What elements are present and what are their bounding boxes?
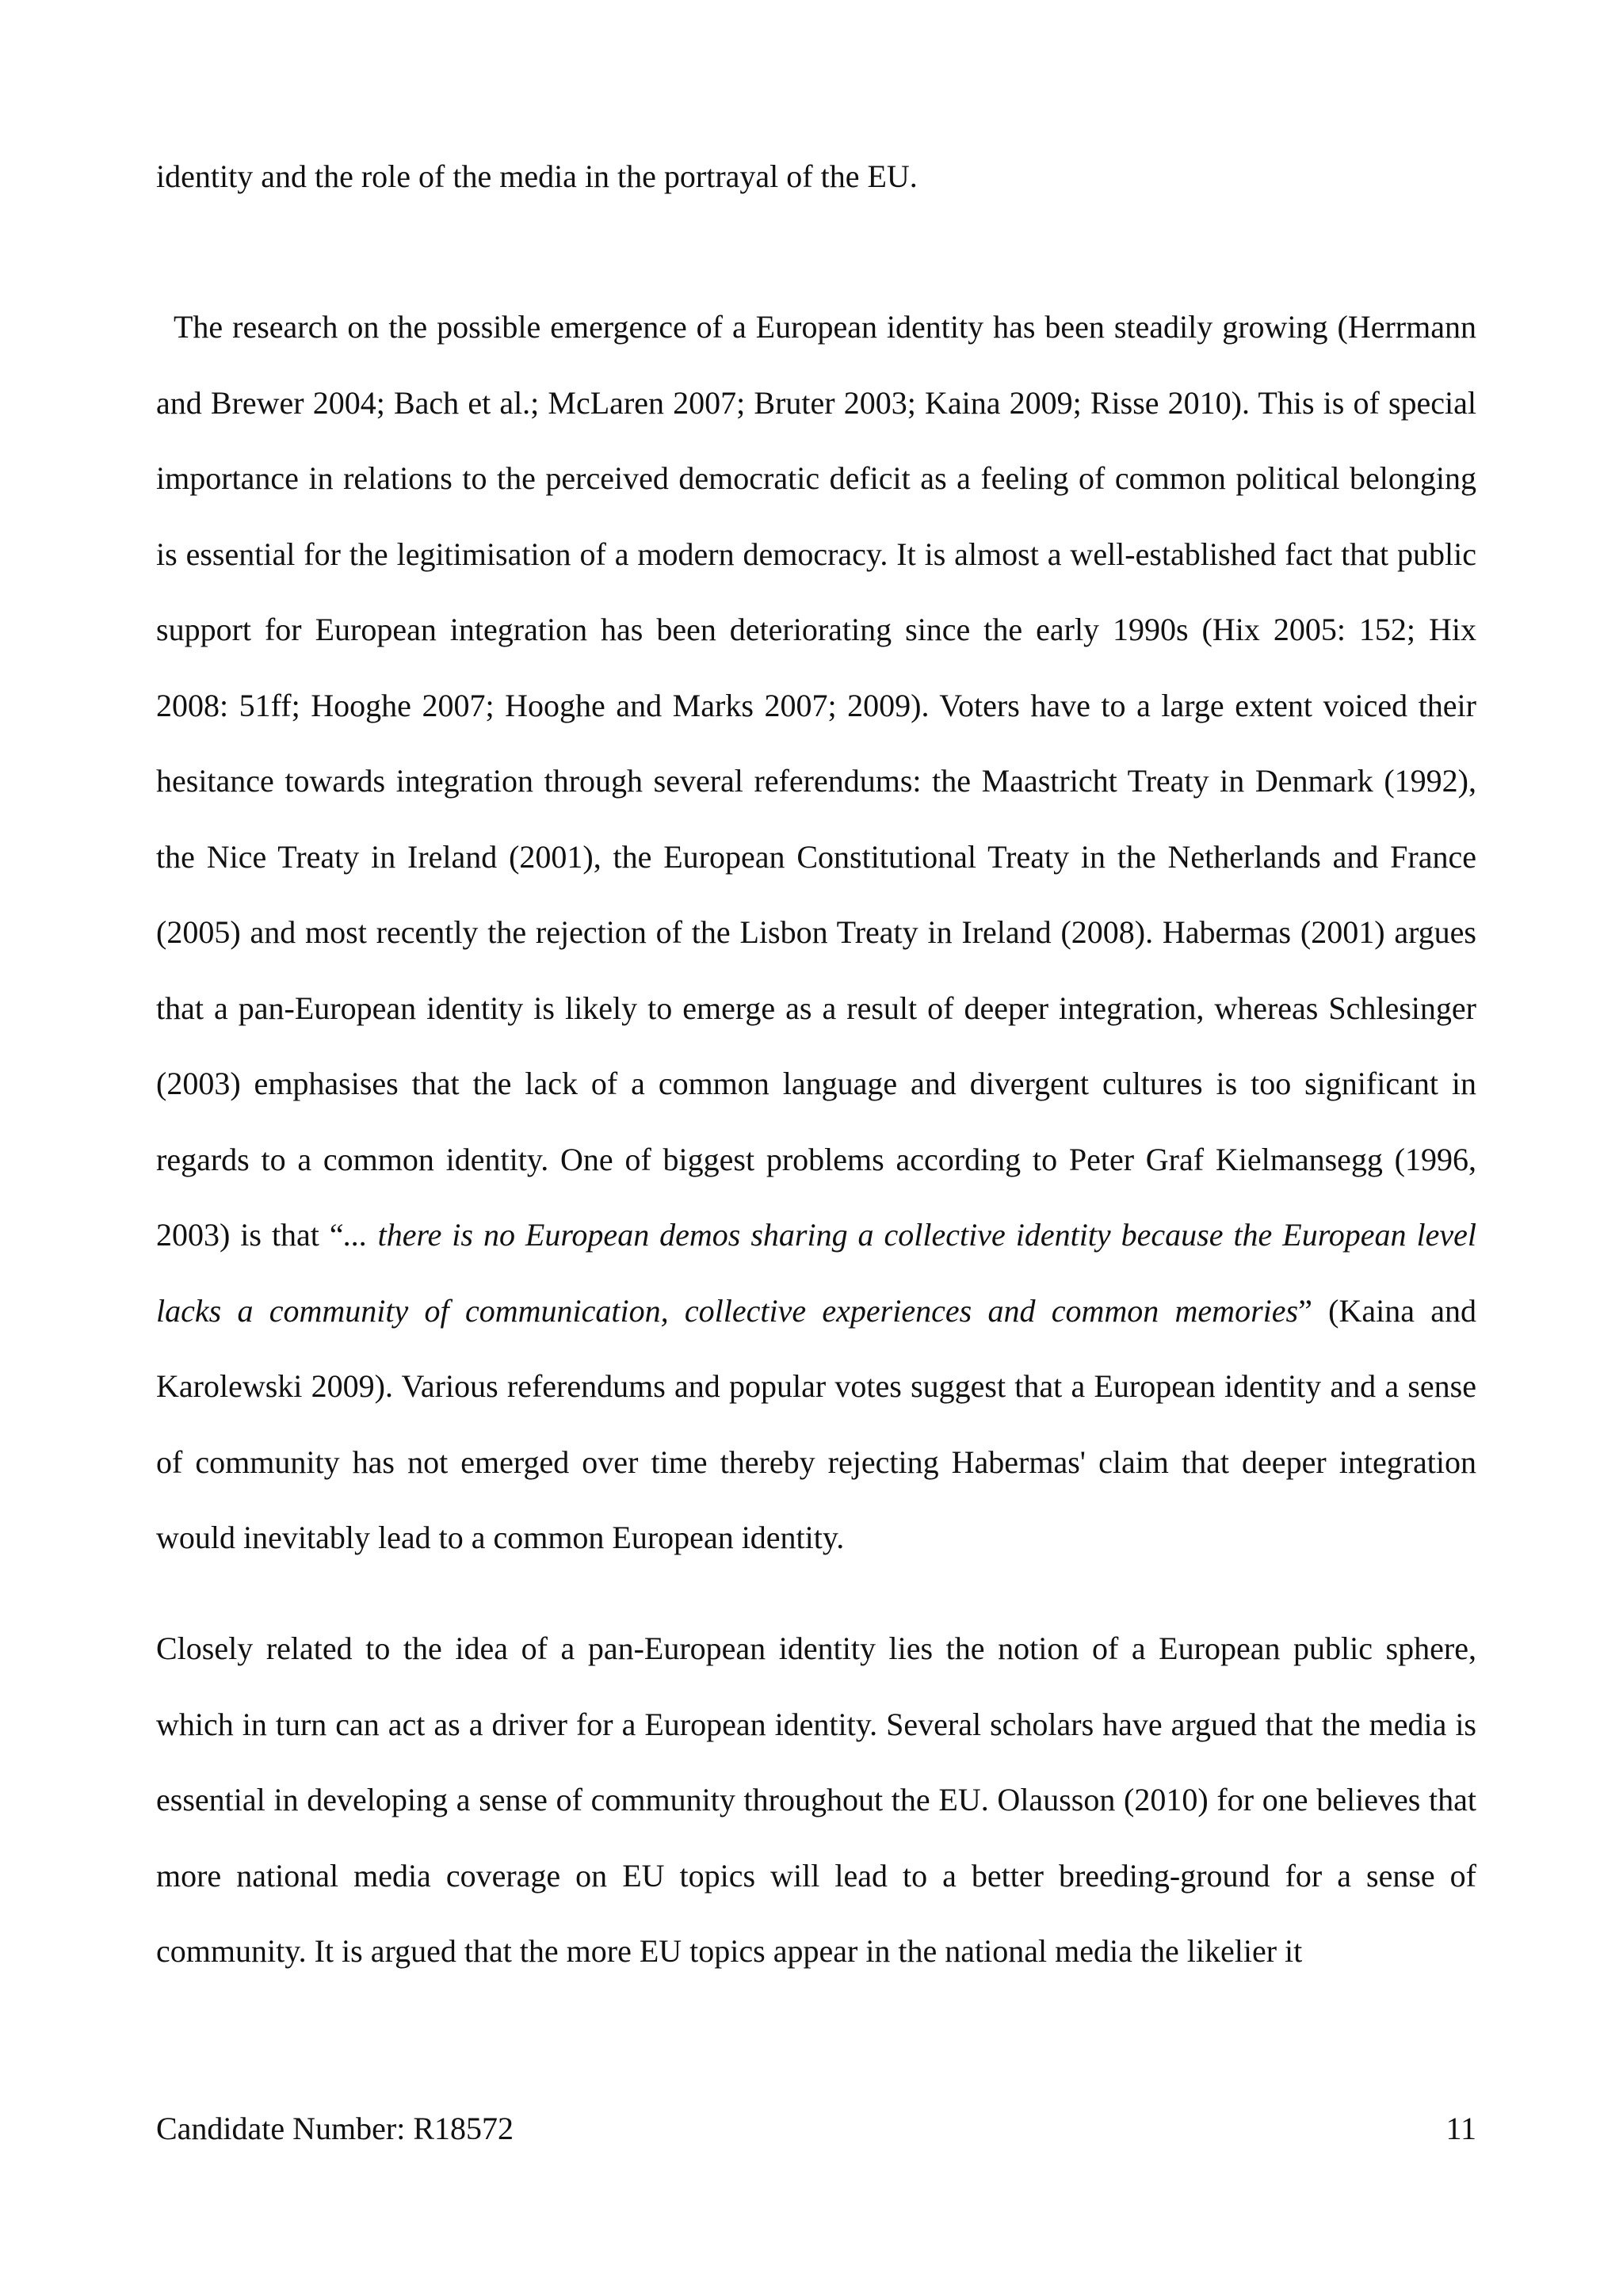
paragraph-public-sphere: Closely related to the idea of a pan-European identity lies the notion of a European public sphere, which in turn can act as a driver for a European identity. Several scholars have argued that the media is essential in developing a sense of community throughout the EU. Olausson (2010) for one believes that more national media coverage on EU topics will lead to a better breeding-ground for a sense of community. It is argued that the more EU topics appear in the national media the likelier it: [156, 1630, 1476, 1969]
paragraph-text-after-quote: ” (Kaina and Karolewski 2009). Various referendums and popular votes suggest that a European identity and a sense of community has not emerged over time thereby rejecting Habermas' claim that deeper integration would inevitably lead to a common European identity.: [156, 1292, 1476, 1555]
paragraph-continuation: identity and the role of the media in the portrayal of the EU.: [156, 158, 918, 194]
candidate-number: Candidate Number: R18572: [156, 2111, 514, 2146]
kielmansegg-quote: ... there is no European demos sharing a collective identity because the European level lacks a community of communication, collective experiences and common memories: [156, 1217, 1477, 1329]
page-number: 11: [1445, 2111, 1476, 2146]
paragraph-text-before-quote: The research on the possible emergence of a European identity has been steadily growing (Herrmann and Brewer 2004; Bach et al.; McLaren 2007; Bruter 2003; Kaina 2009; Risse 2010). This is of special importance in relations to the perceived democratic deficit as a feeling of common political belonging is essential for the legitimisation of a modern democracy. It is almost a well-established fact that public support for European integration has been deteriorating since the early 1990s (Hix 2005: 152; Hix 2008: 51ff; Hooghe 2007; Hooghe and Marks 2007; 2009). Voters have to a large extent voiced their hesitance towards integration through several referendums: the Maastricht Treaty in Denmark (1992), the Nice Treaty in Ireland (2001), the European Constitutional Treaty in the Netherlands and France (2005) and most recently the rejection of the Lisbon Treaty in Ireland (2008). Habermas (2001) argues that a pan-European identity is likely to emerge as a result of deeper integration, whereas Schlesinger (2003) emphasises that the lack of a common language and divergent cultures is too significant in regards to a common identity. One of biggest problems according to Peter Graf Kielmansegg (1996, 2003) is that “: [156, 309, 1476, 1253]
paragraph-european-identity: [156, 289, 1476, 1576]
